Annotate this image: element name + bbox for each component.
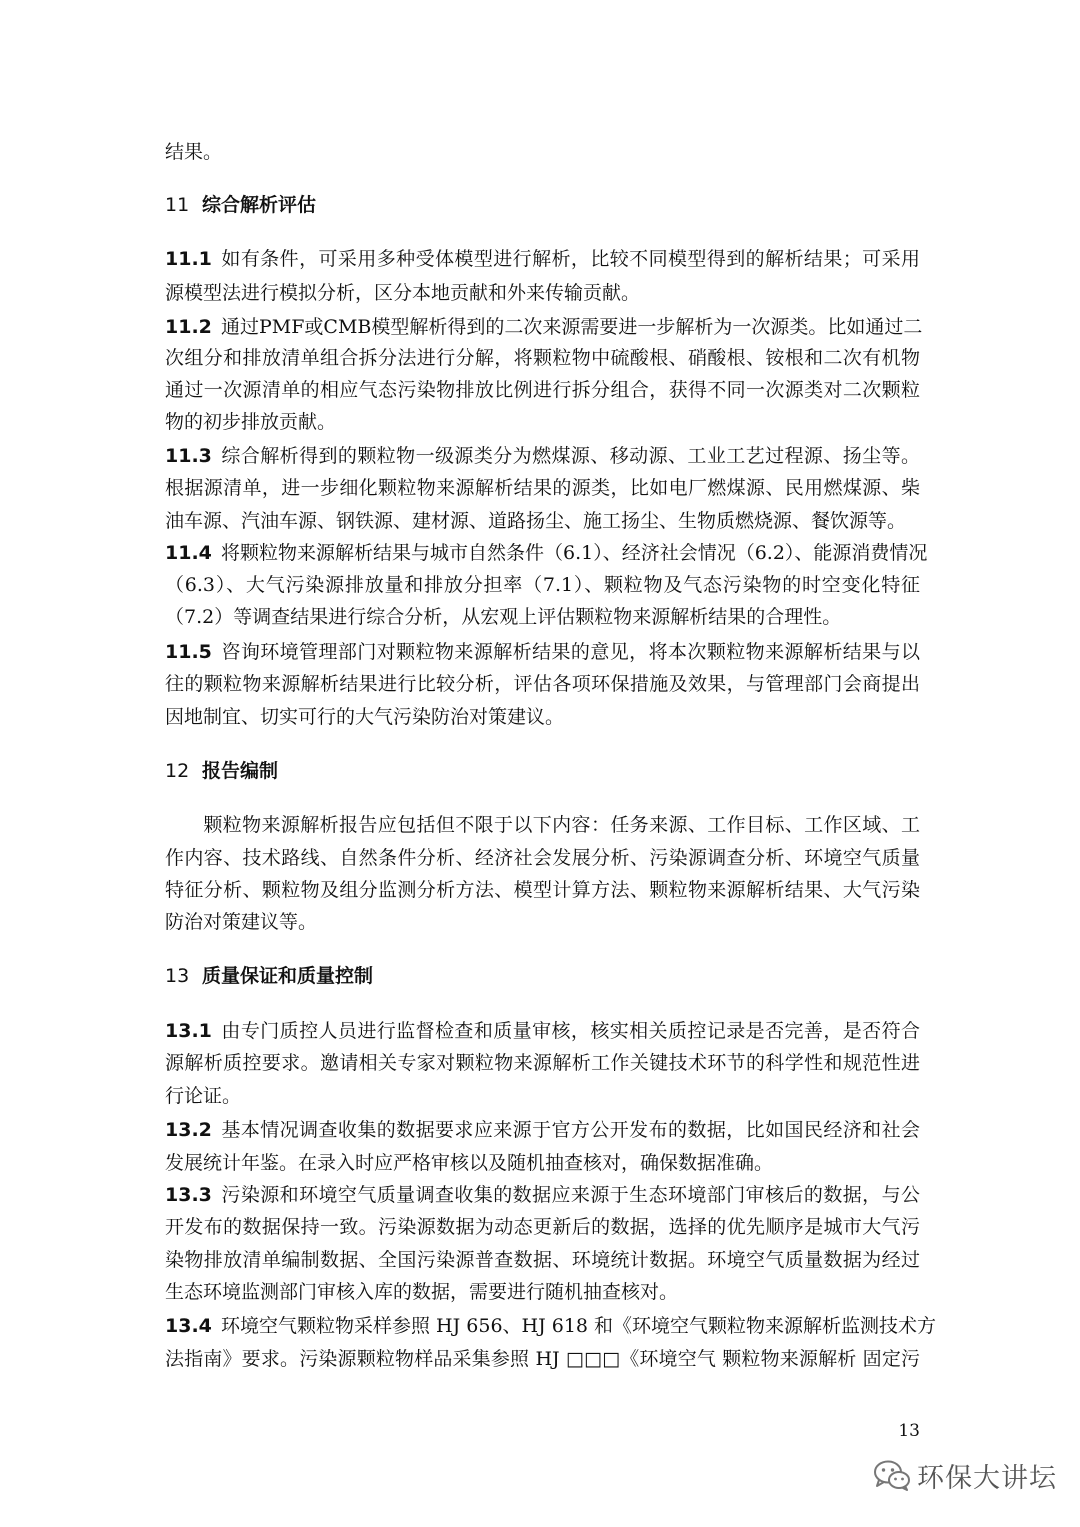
clause-13-3-line	[165, 1183, 920, 1207]
clause-text: 基本情况调查收集的数据要求应来源于官方公开发布的数据，比如国民经济和社会	[221, 1119, 920, 1141]
text-line: 因地制宜、切实可行的大气污染防治对策建议。	[165, 706, 565, 728]
clause-number: 11.2	[165, 316, 212, 338]
clause-text: 通过PMF或CMB模型解析得到的二次来源需要进一步解析为一次源类。比如通过二	[221, 316, 923, 338]
text-line: 作内容、技术路线、自然条件分析、经济社会发展分析、污染源调查分析、环境空气质量	[165, 847, 920, 869]
clause-11-2-line	[165, 315, 923, 339]
clause-11-4-line	[165, 541, 928, 565]
wechat-icon	[873, 1459, 911, 1491]
text-line: 防治对策建议等。	[165, 911, 318, 933]
clause-text: 由专门质控人员进行监督检查和质量审核，核实相关质控记录是否完善，是否符合	[221, 1020, 920, 1042]
section-number: 13	[165, 965, 190, 987]
text-line: 通过一次源清单的相应气态污染物排放比例进行拆分组合，获得不同一次源类对二次颗粒	[165, 379, 920, 401]
clause-13-2-line	[165, 1118, 920, 1142]
clause-text: 将颗粒物来源解析结果与城市自然条件（6.1）、经济社会情况（6.2）、能源消费情况	[221, 542, 928, 564]
text-line: （7.2）等调查结果进行综合分析，从宏观上评估颗粒物来源解析结果的合理性。	[165, 606, 842, 628]
text-line: 生态环境监测部门审核入库的数据，需要进行随机抽查核对。	[165, 1281, 679, 1303]
section-title: 综合解析评估	[202, 194, 317, 216]
text-line: 发展统计年鉴。在录入时应严格审核以及随机抽查核对，确保数据准确。	[165, 1152, 774, 1174]
text-line: 次组分和排放清单组合拆分法进行分解，将颗粒物中硫酸根、硝酸根、铵根和二次有机物	[165, 347, 920, 369]
clause-number: 13.3	[165, 1184, 212, 1206]
clause-text: 如有条件，可采用多种受体模型进行解析，比较不同模型得到的解析结果；可采用	[221, 248, 920, 270]
clause-13-1-line	[165, 1019, 920, 1043]
text-line: 源模型法进行模拟分析，区分本地贡献和外来传输贡献。	[165, 282, 641, 304]
clause-11-5-line	[165, 640, 920, 664]
clause-number: 11.3	[165, 445, 212, 467]
clause-text: 污染源和环境空气质量调查收集的数据应来源于生态环境部门审核后的数据，与公	[221, 1184, 920, 1206]
section-number: 11	[165, 194, 190, 216]
text-line: 源解析质控要求。邀请相关专家对颗粒物来源解析工作关键技术环节的科学性和规范性进	[165, 1052, 920, 1074]
text-line: 染物排放清单编制数据、全国污染源普查数据、环境统计数据。环境空气质量数据为经过	[165, 1249, 920, 1271]
clause-11-3-line	[165, 444, 920, 468]
clause-number: 13.2	[165, 1119, 212, 1141]
section-number: 12	[165, 760, 190, 782]
section-heading-11	[165, 193, 316, 217]
clause-13-4-line	[165, 1314, 937, 1338]
text-line: 开发布的数据保持一致。污染源数据为动态更新后的数据，选择的优先顺序是城市大气污	[165, 1216, 920, 1238]
text-line: 特征分析、颗粒物及组分监测分析方法、模型计算方法、颗粒物来源解析结果、大气污染	[165, 879, 920, 901]
paragraph-text: 颗粒物来源解析报告应包括但不限于以下内容：任务来源、工作目标、工作区域、工	[203, 814, 920, 836]
paragraph-12-line	[165, 813, 920, 837]
section-title: 报告编制	[202, 760, 279, 782]
section-heading-12	[165, 759, 278, 783]
section-title: 质量保证和质量控制	[202, 965, 374, 987]
section-heading-13	[165, 964, 373, 988]
text-line: 物的初步排放贡献。	[165, 411, 337, 433]
clause-number: 11.1	[165, 248, 212, 270]
text-line: 结果。	[165, 141, 223, 163]
text-line: 法指南》要求。污染源颗粒物样品采集参照 HJ □□□《环境空气 颗粒物来源解析 固定污	[165, 1348, 920, 1370]
watermark-text: 环保大讲坛	[917, 1462, 1057, 1494]
clause-11-1-line	[165, 247, 920, 271]
text-line: 行论证。	[165, 1085, 242, 1107]
clause-number: 11.4	[165, 542, 212, 564]
text-line: 根据源清单，进一步细化颗粒物来源解析结果的源类，比如电厂燃煤源、民用燃煤源、柴	[165, 477, 920, 499]
page-number: 13	[898, 1421, 920, 1441]
text-line: （6.3）、大气污染源排放量和排放分担率（7.1）、颗粒物及气态污染物的时空变化特征	[165, 574, 920, 596]
text-line: 油车源、汽油车源、钢铁源、建材源、道路扬尘、施工扬尘、生物质燃烧源、餐饮源等。	[165, 510, 907, 532]
clause-number: 13.4	[165, 1315, 212, 1337]
clause-number: 13.1	[165, 1020, 212, 1042]
text-line: 往的颗粒物来源解析结果进行比较分析，评估各项环保措施及效果，与管理部门会商提出	[165, 673, 920, 695]
clause-number: 11.5	[165, 641, 212, 663]
clause-text: 咨询环境管理部门对颗粒物来源解析结果的意见，将本次颗粒物来源解析结果与以	[221, 641, 920, 663]
clause-text: 综合解析得到的颗粒物一级源类分为燃煤源、移动源、工业工艺过程源、扬尘等。	[221, 445, 920, 467]
watermark	[873, 1455, 1057, 1495]
clause-text: 环境空气颗粒物采样参照 HJ 656、HJ 618 和《环境空气颗粒物来源解析监测技术方	[221, 1315, 937, 1337]
